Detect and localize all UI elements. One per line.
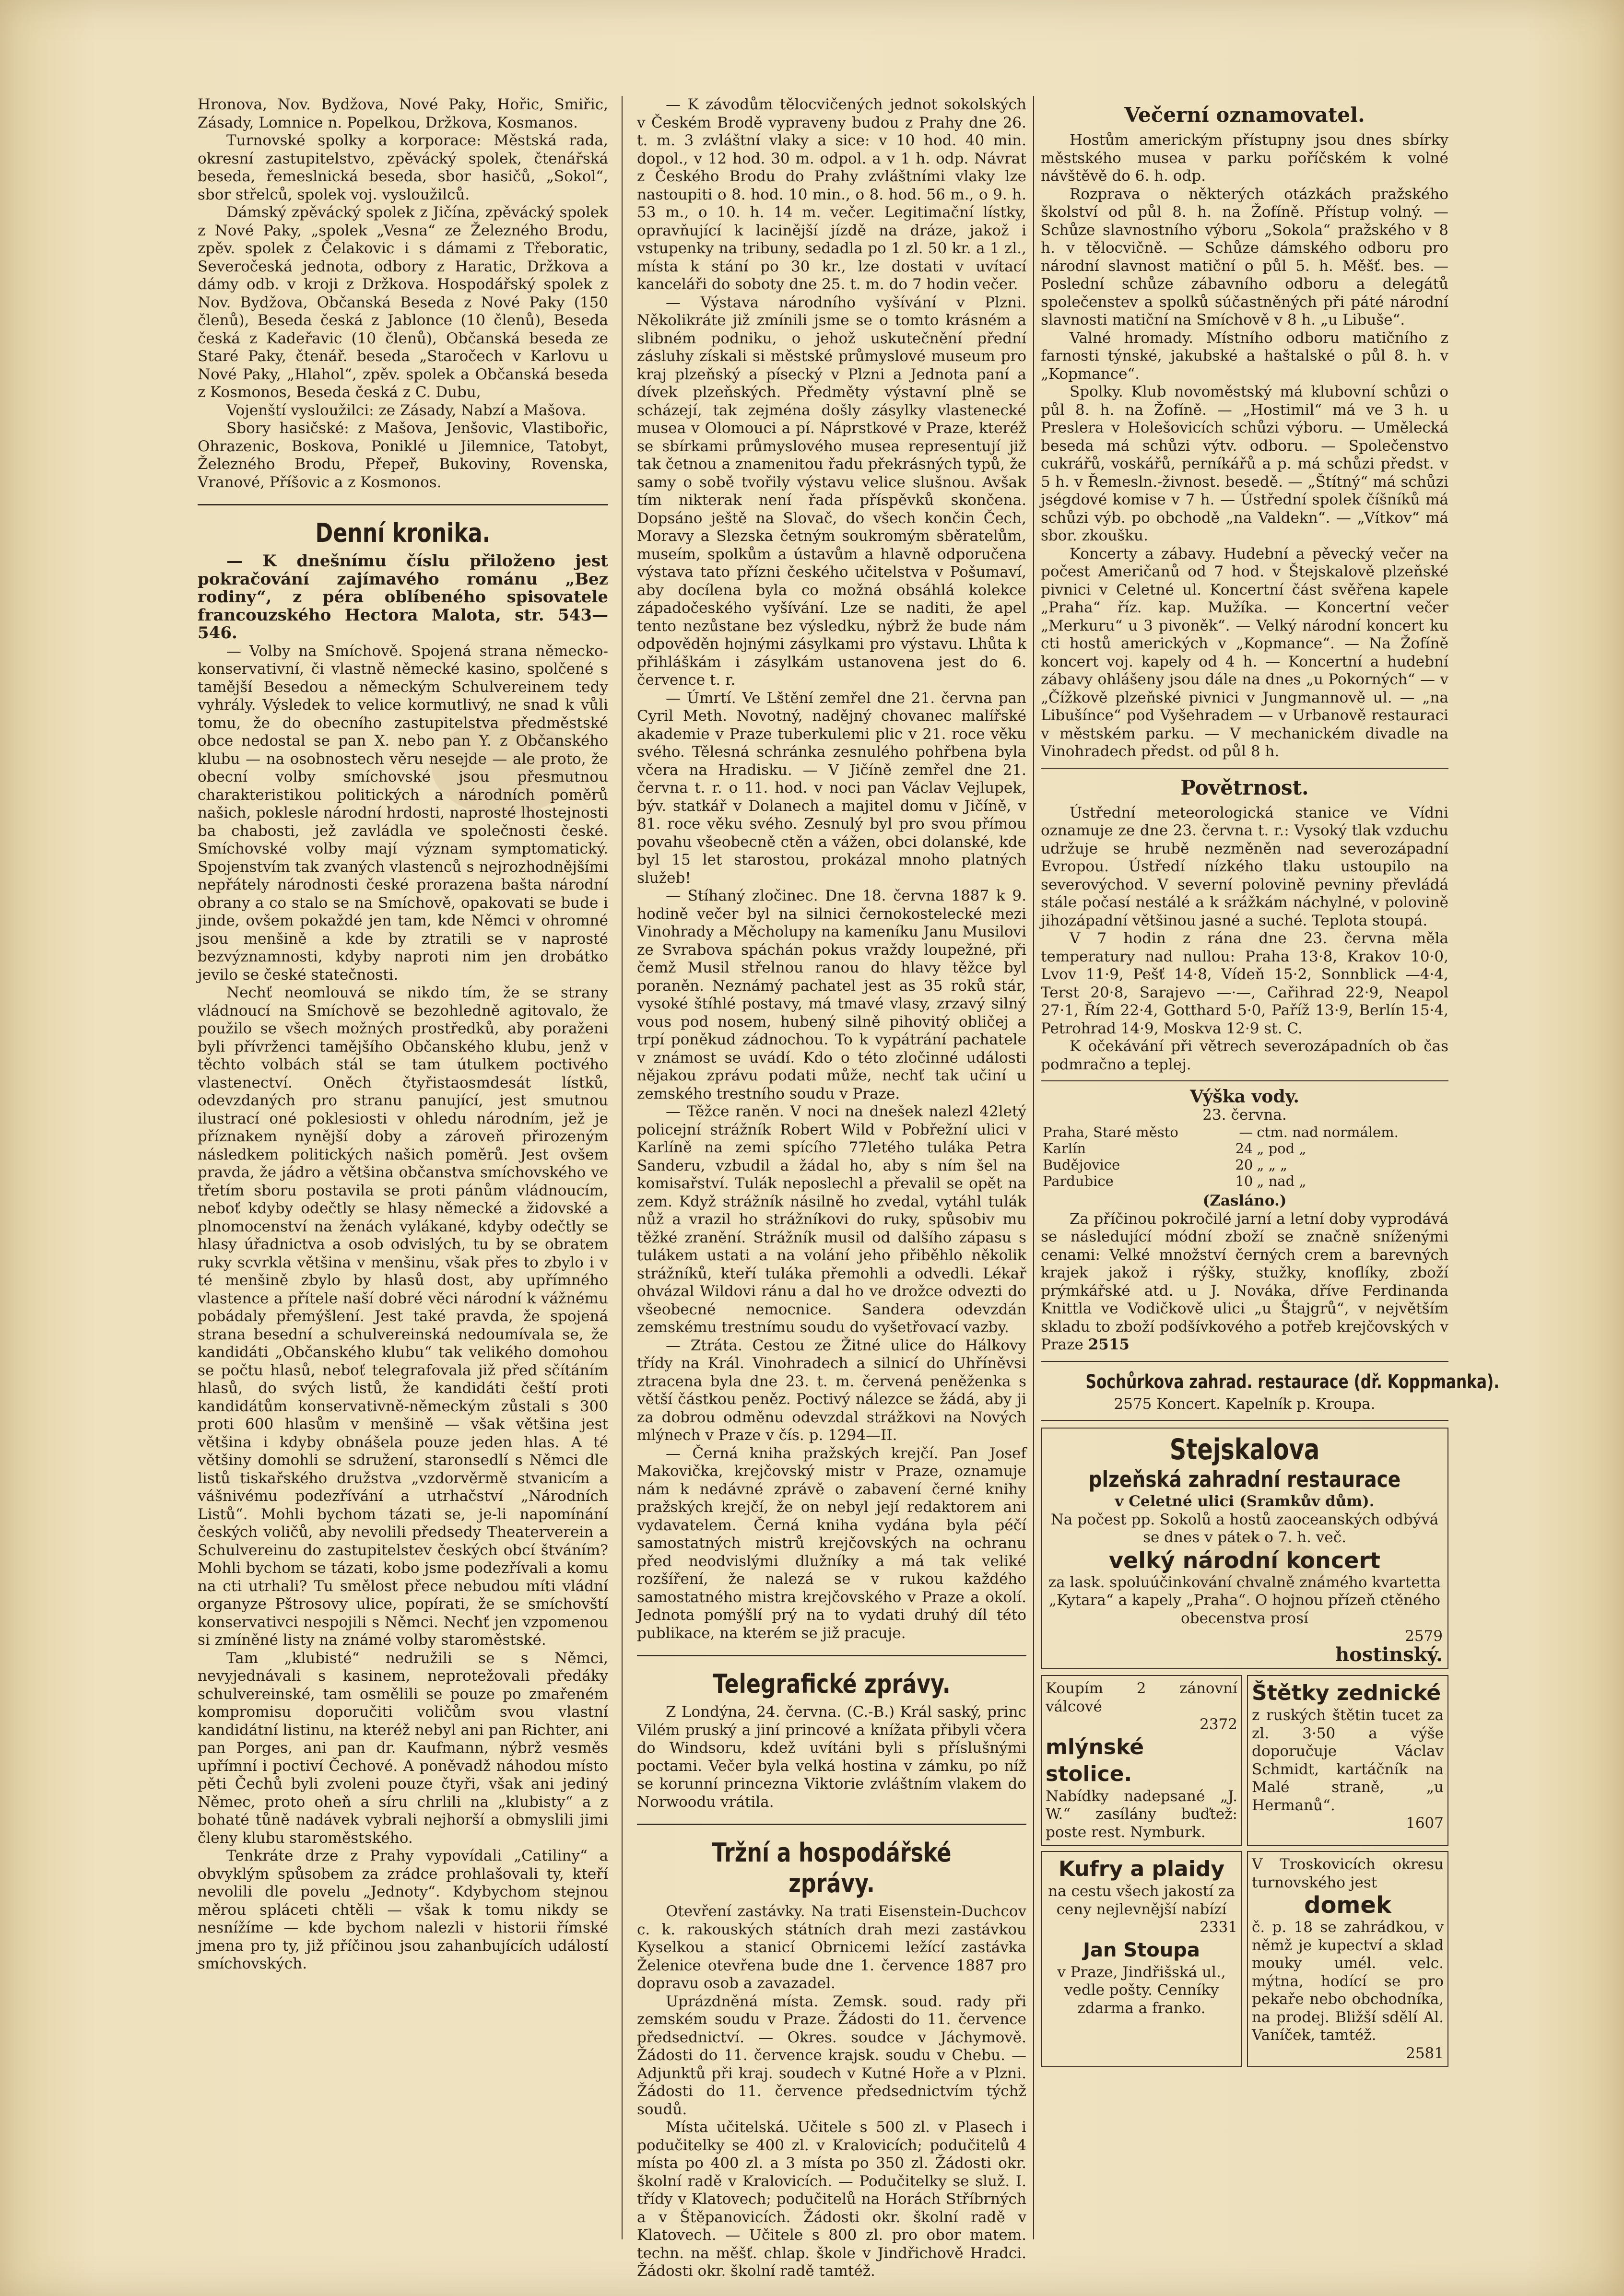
paragraph: Turnovské spolky a korporace: Městská rada, okresní zastupitelstvo, zpěvácký spolek, čtenářská beseda, řemeslnická beseda, sbor hasičů, „Sokol“, sbor střelců, spolek voj. vysloužilců. <box>198 132 608 203</box>
water-value: 20 <box>1235 1157 1253 1173</box>
water-place: Karlín <box>1043 1140 1086 1157</box>
ad-text: Nabídky nadepsané „J. W.“ zasílány buďtež: poste rest. Nymburk. <box>1046 1787 1237 1841</box>
section-title-telegraf: Telegrafické zprávy. <box>713 1669 951 1699</box>
section-title-kronika: Denní kronika. <box>315 518 491 548</box>
zaslano-label: (Zasláno.) <box>1202 1192 1287 1209</box>
divider <box>637 1824 1026 1825</box>
water-unit: „ pod „ <box>1257 1140 1306 1157</box>
divider <box>637 1655 1026 1656</box>
water-title: Výška vody. <box>1190 1087 1299 1107</box>
paragraph: Dámský zpěvácký spolek z Jičína, zpěvácký spolek z Nové Paky, „spolek „Vesna“ ze Železného Brodu, zpěv. spolek z Čelakovic i s dámami z Třeboratic, Severočeská jednota, odbory z Haratic, Držkova a dámy odb. v kroji z Držkova. Hospodářský spolek z Nov. Bydžova, Občanská Beseda z Nové Paky (150 členů), Beseda česká z Jablonce (10 členů), Beseda česká z Kadeřavic (10 členů), Občanská beseda ze Staré Paky, čtenář. beseda „Staročech v Karlovu u Nové Paky, „Hlahol“, zpěv. spolek a Občanská beseda z Kosmonos, Beseda česká z C. Dubu, <box>198 204 608 401</box>
ad-signature: hostinský. <box>1335 1643 1443 1666</box>
water-place: Praha, Staré město <box>1043 1124 1178 1140</box>
ad-title: mlýnské stolice. <box>1046 1734 1144 1786</box>
water-unit: „ nad „ <box>1257 1173 1306 1189</box>
ad-stejskalova <box>1041 1428 1448 1669</box>
ad-name: Jan Stoupa <box>1083 1939 1200 1961</box>
paragraph: — Úmrtí. Ve Lštění zemřel dne 21. června pan Cyril Meth. Novotný, nadějný chovanec malířské akademie v Praze tuberkulemi plic v 21. roce věku svého. Tělesná schránka zesnulého pohřbena byla včera na Hradisku. — V Jičíně zemřel dne 21. června t. r. o 11. hod. v noci pan Václav Vejlupek, býv. statkář v Dolanech a majitel domu v Jičíně, v 81. roce věku svého. Zesnulý byl pro svou přímou povahu všeobecně ctěn a vážen, obci dolanské, kde byl 15 let starostou, prokázal mnoho platných služeb! <box>637 689 1026 887</box>
paragraph: Koncerty a zábavy. Hudební a pěvecký večer na počest Američanů od 7 hod. v Štejskalově plzeňské pivnici v Celetné ul. Koncertní část svěřena kapele „Praha“ říz. kap. Mužíka. — Koncertní večer „Merkuru“ u 3 pivoněk“. — Velký národní koncert ku cti hostů amerických v „Kopmance“. — Na Žofíně koncert voj. kapely od 4 h. — Koncertní a hudební zábavy ohlášeny jsou dále na dnes „u Pokorných“ — v „Čížkově plzeňské pivnici v Jungmannově ul. — „na Libušínce“ pod Vyšehradem — v Urbanově restauraci v městském parku. — V mechanickém divadle na Vinohradech předst. od půl 8 h. <box>1041 545 1448 760</box>
paragraph: Tenkráte drze z Prahy vypovídali „Catiliny“ a obvyklým spůsobem za zrádce prohlašovali ty, kteří nevolili dle povelu „Jednoty“. Kdybychom stejnou měrou spláceti chtěli — však k tomu nikdy se nesnížíme — kde bychom nalezli v historii římské jmena pro ty, již příčinou jsou zahanbujících událostí smíchovských. <box>198 1847 608 1972</box>
divider <box>1041 1361 1448 1362</box>
column-1 <box>198 96 608 2244</box>
paragraph: Otevření zastávky. Na trati Eisenstein-Duchcov c. k. rakouských státních drah mezi zastávkou Kyselkou a stanicí Obrnicemi ležící zastávka Želenice otevřena bude dne 1. července 1887 pro dopravu osob a zavazadel. <box>637 1903 1026 1992</box>
ad-title: Stejskalova <box>1169 1433 1320 1466</box>
paragraph: V 7 hodin z rána dne 23. června měla temperatury nad nullou: Praha 13·8, Krakov 10·0, Lvov 11·9, Pešť 14·8, Vídeň 15·2, Sonnblick —4·4, Terst 20·8, Sarajevo —·—, Cařihrad 22·9, Neapol 27·1, Řím 22·4, Gotthard 5·0, Paříž 13·9, Berlín 15·4, Petrohrad 14·9, Moskva 12·9 st. C. <box>1041 930 1448 1037</box>
ad-address: v Celetné ulici (Sramkův dům). <box>1115 1493 1375 1510</box>
ad-number: 2331 <box>1200 1919 1237 1936</box>
water-unit: ctm. nad normálem. <box>1257 1124 1399 1140</box>
paragraph: Ústřední meteorologická stanice ve Vídni oznamuje ze dne 23. června t. r.: Vysoký tlak vzduchu udržuje se hrubě nezměněn nad severozápadní Evropou. Ústředí nízkého tlaku ustoupilo na severovýchod. V severní polovině pevniny převládá stále počasí nestálé a k srážkám náchylné, v polovině jihozápadní většinou jasné a suché. Teplota stoupá. <box>1041 804 1448 929</box>
paragraph: Spolky. Klub novoměstský má klubovní schůzi o půl 8. h. na Žofíně. — „Hostimil“ má ve 3 h. u Preslera v Holešovicích schůzi výboru. — Umělecká beseda má schůzi výtv. odboru. — Společenstvo cukrářů, voskářů, perníkářů a p. má schůzi předst. v 5 h. v Řemesln.-živnost. besedě. — „Štítný“ má schůzi jségdové komise v 7 h. — Ústřední spolek číšníků má schůzi výb. po obchodě „na Valdekn“. — „Vítkov“ má sbor. zkoušku. <box>1041 383 1448 544</box>
water-row <box>1041 1173 1448 1189</box>
water-value: — <box>1239 1124 1253 1140</box>
ad-sochurkova-title: Sochůrkova zahrad. restaurace (dř. Koppmanka). <box>1085 1371 1500 1393</box>
section-title-trzni: Tržní a hospodářské zprávy. <box>712 1838 952 1898</box>
paragraph: Místa učitelská. Učitele s 500 zl. v Plasech i podučitelky se 400 zl. v Kralovicích; podučitelů 4 místa po 400 zl. a 3 místa po 350 zl. Žádosti okr. školní radě v Kralovicích. — Podučitelky se služ. I. třídy v Klatovech; podučitelů na Horách Stříbrných a v Štěpanovicích. Žádosti okr. školní radě v Klatovech. — Učitele s 800 zl. pro obor matem. techn. na měšť. chlap. škole v Jindřichově Hradci. Žádosti okr. školní radě tamtéž. <box>637 2119 1026 2280</box>
ad-number: 2579 <box>1405 1628 1443 1645</box>
column-3 <box>1041 96 1500 2244</box>
ad-mlynske <box>1041 1675 1242 1846</box>
paragraph: — Výstava národního vyšívání v Plzni. Několikráte již zmínili jsme se o tomto krásném a slibném podniku, o jehož uskutečnění přední zásluhy získali si městské průmyslové museum pro kraj plzeňský a písecký v Plzni a Jednota paní a dívek plzeňských. Předměty výstavní plně se scházejí, tak zejména došly zásylky vlastenecké musea v Olomouci a pí. Náprstkové v Praze, kteréž se sbírkami průmyslového musea representují již tak četnou a znamenitou řadu překrásných typů, že samy o sobě tvořily výstavu velice slušnou. Avšak tím nikterak není řada příspěvků skončena. Dopsáno ještě na Slovač, do všech končin Čech, Moravy a Slezska četným soukromým sběratelům, museím, spolkům a ústavům a hlavně odporučena výstava tato přízni českého učitelstva v Pošumaví, aby docílena byla co možná obsáhlá kolekce západočeského vyšívání. Lze se naditi, že apel tento nezůstane bez výsledku, nýbrž že bude nám odpověděn hojnými zásylkami pro výstavu. Lhůta k přihláškám i zásylkám ustanovena jest do 6. července t. r. <box>637 293 1026 689</box>
paragraph <box>1041 1210 1448 1354</box>
water-place: Budějovice <box>1043 1157 1120 1173</box>
water-row <box>1041 1124 1448 1140</box>
paragraph: — Volby na Smíchově. Spojená strana německo-konservativní, či vlastně německé kasino, spolčené s tamější Besedou a německým Schulvereinem tedy vyhrály. Výsledek to velice kormutlivý, ne snad k vůli tomu, že do obecního zastupitelstva předměstské obce nedostal se pan X. nebo pan Y. z Občanského klubu — na osobnostech věru nesejde — ale proto, že obecní volby smíchovské jsou přesmutnou charakteristikou politických a národních poměrů našich, poklesle národní hrdosti, naprosté lhostejnosti ba chabosti, jež zavládla ve společnosti české. Smíchovské volby mají význam symptomatický. Spojenstvím tak zvaných vlastenců s nejrozhodnějšími nepřátely národnosti české prorazena bašta národní obrany a co stalo se na Smíchově, opakovati se bude i jinde, ovšem pokaždé jen tam, kde Němci v ohromné jsou menšině a kde by ztratili se v naprosté bezvýznamnosti, kdyby naproti nim jen drobátko jevilo se české statečnosti. <box>198 642 608 984</box>
small-ads <box>1041 1675 1448 1846</box>
ad-number: 2372 <box>1200 1716 1237 1733</box>
section-title-oznamovatel: Večerní oznamovatel. <box>1124 103 1365 127</box>
paragraph: — Ztráta. Cestou ze Žitné ulice do Hálkovy třídy na Král. Vinohradech a silnicí do Uhříněvsi ztracena byla dne 23. t. m. červená peněženka s větší částkou peněz. Poctivý nálezce se žádá, aby ji za dobrou odměnu odevzdal strážkovi na Nových mlýnech v Praze v čís. p. 1294—II. <box>637 1336 1026 1444</box>
ad-address: v Praze, Jindřišská ul., vedle pošty. Cenníky zdarma a franko. <box>1057 1963 1226 2017</box>
ad-text: Koupím 2 zánovní válcové <box>1046 1680 1237 1715</box>
paragraph: — Černá kniha pražských krejčí. Pan Josef Makovička, krejčovský mistr v Praze, oznamuje nám k nedávné zprávě o zabavení černé knihy pražských krejčí, že on nebyl její redaktorem ani vydavatelem. Černá kniha vydána byla péčí samostatných mistrů krejčovských na ochranu před neodvislými dlužníky a má tak veliké rozšíření, že nalezá se v rukou každého samostatného mistra krejčovského v Praze a okolí. Jednota pomýšlí prý na to vydati druhý díl této publikace, na kterém se již pracuje. <box>637 1444 1026 1642</box>
small-ads <box>1041 1851 1448 2067</box>
paragraph: — Těžce raněn. V noci na dnešek nalezl 42letý policejní strážník Robert Wild v Pobřežní ulici v Karlíně na zemi spícího 77letého tuláka Petra Sanderu, vzbudil a žádal ho, aby s ním šel na komisařství. Tulák neposlechl a převalil se opět na zem. Když strážník násilně ho zvedal, vytáhl tulák nůž a vrazil ho strážníkovi do ruky, spůsobiv mu těžké zranění. Strážník musil od dalšího zápasu s tulákem ustati a na volání jeho přiběhlo několik strážníků, kteří tuláka přemohli a odvedli. Lékař ohvázal Wildovi ránu a dal ho ve drožce odvezti do všeobecné nemocnice. Sandera odevzdán zemskému trestnímu soudu do vyšetřovací vazby. <box>637 1103 1026 1336</box>
water-row <box>1041 1157 1448 1173</box>
ad-sochurkova-line: 2575 Koncert. Kapelník p. Kroupa. <box>1114 1395 1376 1413</box>
ad-number: 2515 <box>1088 1336 1130 1353</box>
ad-number: 1607 <box>1406 1815 1444 1832</box>
ad-text: Na počest pp. Sokolů a hostů zaoceanských odbývá se dnes v pátek o 7. h. več. <box>1050 1511 1439 1546</box>
ad-stetky <box>1247 1675 1448 1846</box>
paragraph: Vojenští vysloužilci: ze Zásady, Nabzí a Mašova. <box>226 401 586 419</box>
paragraph: Valné hromady. Místního odboru matičního z farnosti týnské, jakubské a haštalské o půl 8. h. v „Kopmance“. <box>1041 329 1448 383</box>
water-place: Pardubice <box>1043 1173 1114 1189</box>
ad-text: za lask. spoluúčinkování chvalně známého kvartetta „Kytara“ a kapely „Praha“. O hojnou přízeň ctěného obecenstva prosí <box>1048 1573 1441 1627</box>
ad-highlight: velký národní koncert <box>1109 1547 1380 1573</box>
divider <box>1041 1080 1448 1081</box>
divider <box>198 504 608 505</box>
ad-title: Kufry a plaidy <box>1058 1857 1225 1881</box>
paragraph: Sbory hasičské: z Mašova, Jenšovic, Vlastibořic, Ohrazenic, Boskova, Poniklé u Jilemnice, Tatobyt, Železného Brodu, Přepeř, Bukoviny, Rovenska, Vranové, Příšovic a z Kosmonos. <box>198 420 608 491</box>
ad-subtitle: plzeňská zahradní restaurace <box>1088 1466 1401 1492</box>
paragraph: — K závodům tělocvičených jednot sokolských v Českém Brodě vypraveny budou z Prahy dne 26. t. m. 3 zvláštní vlaky a sice: v 10 hod. 40 min. dopol., v 12 hod. 30 m. odpol. a v 1 h. odp. Návrat z Českého Brodu do Prahy zvláštními vlaky lze nastoupiti o 8. hod. 10 min., o 8. hod. 56 m., o 9. h. 53 m., o 10. h. 14 m. večer. Legitimační lístky, opravňující k lacinější jízdě na dráze, jakož i vstupenky na tribuny, sedadla po 1 zl. 50 kr. a 1 zl., místa k stání po 30 kr., lze dostati v uvítací kanceláři do soboty dne 25. t. m. do 7 hodin večer. <box>637 96 1026 293</box>
paragraph: K očekávání při větrech severozápadních ob čas podmračno a teplej. <box>1041 1038 1448 1073</box>
water-unit: „ „ „ <box>1257 1157 1287 1173</box>
ad-text: z ruských štětin tucet za zl. 3·50 a výše doporučuje Václav Schmidt, kartáčník na Malé straně, „u Hermanů“. <box>1252 1707 1444 1814</box>
paragraph: Tam „klubisté“ nedružili se s Němci, nevyjednávali s kasinem, neprotežovali předáky schulvereinské, tam osmělili se pouze po zmařeném kompromisu doporučiti voličům svou vlastní kandidátní listinu, na kteréž nebyl ani pan Richter, ani pan Porges, ani pan dr. Kaufmann, nýbrž vesměs upřímní i poctiví Čechové. A poněvadž náhodou místo pěti Čechů byli zvoleni pouze čtyři, však ani jediný Němec, proto oheň a síru chrlili na „klubisty“ a z bohaté tůně nadávek vybrali nejhorší a obmyslili jimi členy klubu staroměstského. <box>198 1649 608 1847</box>
paragraph: Uprázdněná místa. Zemsk. soud. rady při zemském soudu v Praze. Žádosti do 11. července předsednictví. — Okres. soudce v Jáchymově. Žádosti do 11. července krajsk. soudu v Chebu. — Adjunktů při kraj. soudech v Kutné Hoře a v Plzni. Žádosti do 11. července předsednictvím týchž soudů. <box>637 1992 1026 2118</box>
paragraph: — Stíhaný zločinec. Dne 18. června 1887 k 9. hodině večer byl na silnici černokostelecké mezi Vinohrady a Měcholupy na kameníku Janu Musilovi ze Svrabova spáchán pokus vraždy loupežné, při čemž Musil střelnou ranou do hlavy těžce byl poraněn. Neznámý pachatel jest as 35 roků stár, vysoké štíhlé postavy, má tmavé vlasy, zrzavý silný vous pod nosem, hubený silně pihovitý obličej a trpí poněkud zádnochou. To k vypátrání pachatele v známost se uvádí. Kdo o této zločinné události nějakou zprávu podati může, nechť tak učiní u zemského trestního soudu v Praze. <box>637 887 1026 1102</box>
column-rule <box>622 96 623 2239</box>
paragraph: Z Londýna, 24. června. (C.-B.) Král saský, princ Vilém pruský a jiní princové a knížata přibyli včera do Windsoru, kdež uvítáni byli s příslušnými poctami. Večer byla velká hostina v zámku, po níž se korunní princezna Viktorie zvláštním vlakem do Norwoodu vrátila. <box>637 1703 1026 1811</box>
paragraph: Nechť neomlouvá se nikdo tím, že se strany vládnoucí na Smíchově se bezohledně agitovalo, že použilo se všech možných prostředků, aby poraženi byli přívrženci tamějšího Občanského klubu, jenž v těchto volbách stál se tam útulkem poctivého vlastenectví. Oněch čtyřistaosmdesát lístků, odevzdaných pro stranu panující, jest smutnou ilustrací oné poklesiosti v ohledu národním, jež je příznakem nynější doby a zároveň přirozeným následkem politických našich poměrů. Jest ovšem pravda, že jádro a většina občanstva smíchovského ve třetím sboru postavila se proti pánům vládnoucím, neboť kdyby odečtly se hlasy německé a židovské a plnomocenství na ženách vylákané, kdyby odečtly se hlasy úřadnictva a osob odvislých, tu by se obratem ruky scvrkla většina v menšinu, však přes to zbylo i v té menšině zbylo by hlasů dost, aby upřímného vlastence a přítele naší dobré věci národní k vážnému pobádaly přemýšlení. Jest také pravda, že spojená strana besední a schulvereinská nedoumívala se, že kandidáti „Občanského klubu“ tak velikého domohou se počtu hlasů, neboť telegrafovala již před sčítáním hlasů, do svých listů, že kandidáti čeští proti kandidátům konservativně-německým zůstali s 300 proti 600 hlasům v menšině — však většina jest většina i kdyby obnášela pouze jeden hlas. A té většiny domohli se sdružení, staronsedlí s Němci dle listů tiskařského družstva „vzdorvěrmě stvanicím a vášnivému podezřívání a utrhačství „Národních Listů“. Mohli bychom tázati se, je-li napomínání českých voličů, aby nevolili předsedy Theaterverein a Schulvereinu do zastupitelstev českých obcí štváním? Mohli bychom se tázati, kobo jsme podezřívali a komu na cti utrhali? Tu smělost přece nebudou míti vládní organyze Pštrosovy ulice, popírati, že se smíchovští konservativci nespojili s Němci. Nechť jen vzpomenou si zmíněné listy na známé volby staroměstské. <box>198 984 608 1649</box>
water-row <box>1041 1140 1448 1157</box>
paragraph-lead: — K dnešnímu číslu přiloženo jest pokračování zajímavého románu „Bez rodiny“, z péra oblíbeného spisovatele francouzského Hectora Malota, str. 543—546. <box>198 551 608 643</box>
zaslano-text: Za příčinou pokročilé jarní a letní doby vyprodává se následující módní zboží se značně sníženými cenami: Velké množství černých crem a barevných krajek jakož i rýšky, stužky, knoflíky, zboží prýmkářské atd. u J. Nováka, dříve Ferdinanda Knittla ve Vodičkově ulici „u Štajgrů“, v největším skladu to zboží podšívkového a potřeb krejčovských v Praze <box>1041 1210 1448 1353</box>
water-value: 24 <box>1235 1140 1253 1157</box>
ad-title: domek <box>1304 1892 1391 1919</box>
column-2 <box>637 96 1026 2280</box>
water-value: 10 <box>1235 1173 1253 1189</box>
ad-text: V Troskovicích okresu turnovského jest <box>1252 1856 1444 1891</box>
paragraph: Hostům americkým přístupny jsou dnes sbírky městského musea v parku poříčském k volné návštěvě do 6. h. odp. <box>1041 131 1448 185</box>
ad-title: Štětky zednické <box>1252 1681 1441 1705</box>
divider <box>1041 768 1448 769</box>
ad-number: 2581 <box>1406 2044 1444 2062</box>
ad-text: na cestu všech jakostí za ceny nejlevnější nabízí <box>1048 1883 1235 1918</box>
water-table <box>1041 1124 1448 1189</box>
ad-kufry <box>1041 1851 1242 2067</box>
section-title-povetrnost: Povětrnost. <box>1180 775 1309 799</box>
divider <box>1041 1420 1448 1421</box>
ad-text: č. p. 18 se zahrádkou, v němž je kupectví a sklad mouky umél. velc. mýtna, hodící se pro pekaře nebo obchodníka, na prodej. Bližší sdělí Al. Vaníček, tamtéž. <box>1252 1919 1444 2044</box>
paragraph: Hronova, Nov. Bydžova, Nové Paky, Hořic, Smiřic, Zásady, Lomnice n. Popelkou, Držkova, Kosmanos. <box>198 96 608 131</box>
ad-domek <box>1247 1851 1448 2067</box>
water-date: 23. června. <box>1202 1106 1287 1124</box>
column-rule <box>1033 96 1034 2239</box>
paragraph: Rozprava o některých otázkách pražského školství od půl 8. h. na Žofíně. Přístup volný. — Schůze slavnostního výboru „Sokola“ pražského v 8 h. v tělocvičně. — Schůze dámského odboru pro národní slavnost matiční o půl 5. h. Měšť. bes. — Poslední schůze zábavního odboru a delegátů společenstev a spolků súčastněných při páté národní slavnosti matiční na Smíchově v 8 h. „u Libuše“. <box>1041 185 1448 328</box>
